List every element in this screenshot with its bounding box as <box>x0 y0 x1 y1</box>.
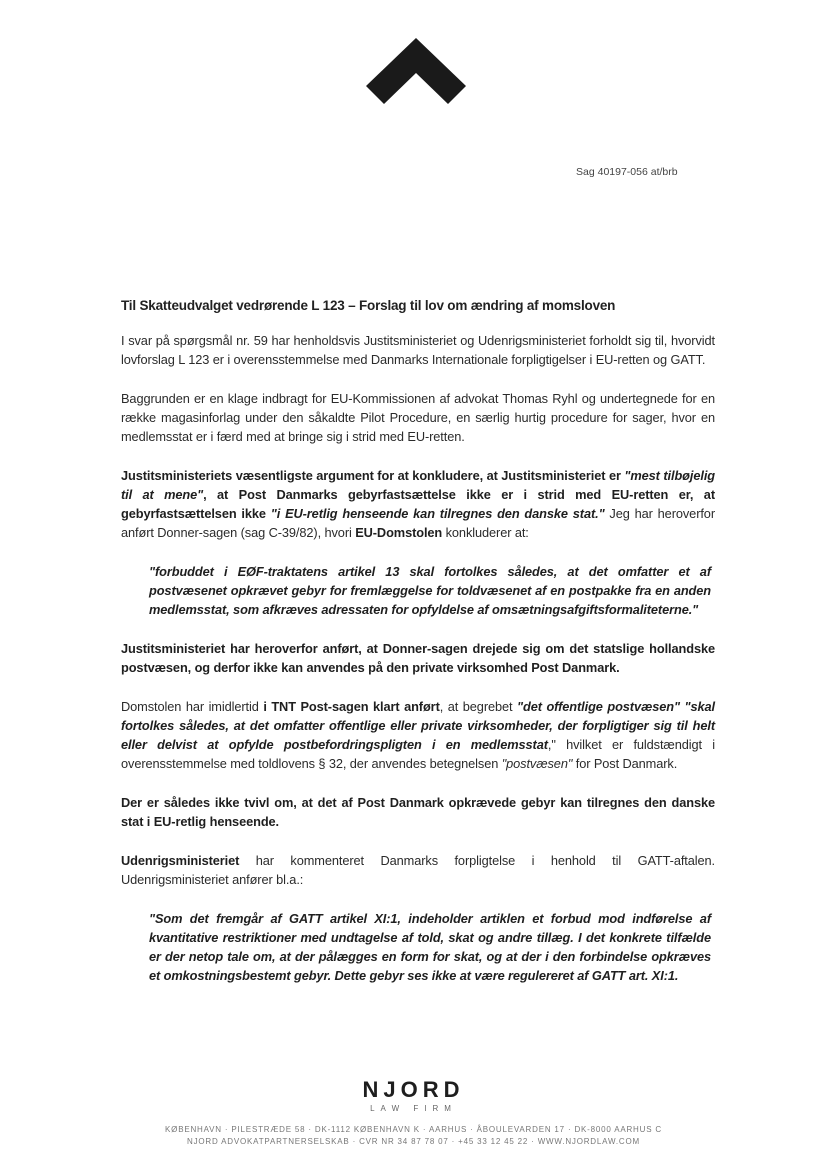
p3-quote: "i EU-retlig henseende kan tilregnes den danske stat." <box>270 506 605 521</box>
quote-block-2: "Som det fremgår af GATT artikel XI:1, indeholder artiklen et forbud mod indførelse af kvantitative restriktioner med undtagelse af told, skat og andre tillæg. I det konkrete tilfælde er der netop tale om, at der pålægges en form for skat, og at der i den forbindelse opkræves et omkostningsbestemt gebyr. Dette gebyr ses ikke at være regulereret af GATT art. XI:1. <box>149 911 711 983</box>
footer-address: KØBENHAVN · PILESTRÆDE 58 · DK-1112 KØBENHAVN K · AARHUS · ÅBOULEVARDEN 17 · DK-8000 AARHUS C <box>165 1125 662 1134</box>
p3-text: Justitsministeriets væsentligste argument for at konkludere, at Justitsministeriet er <box>121 468 625 483</box>
paragraph-7 <box>121 851 715 889</box>
letter-body <box>121 298 715 1005</box>
brand-tagline: LAW FIRM <box>370 1104 457 1113</box>
p7-text: har kommenteret Danmarks forpligtelse i henhold til GATT-aftalen. Udenrigsministeriet anfører bl.a.: <box>121 853 715 887</box>
p3-text: Jeg har heroverfor anført Donner-sagen (sag C-39/82), hvori <box>121 506 715 540</box>
p5-text: , at begrebet <box>439 699 518 714</box>
footer-company-info: NJORD ADVOKATPARTNERSELSKAB · CVR NR 34 87 78 07 · +45 33 12 45 22 · WWW.NJORDLAW.COM <box>187 1137 640 1146</box>
paragraph-2: Baggrunden er en klage indbragt for EU-Kommissionen af advokat Thomas Ryhl og undertegnede for en række magasinforlag under den såkaldte Pilot Procedure, en særlig hurtig procedure for sager, hvor en medlemsstat er i færd med at bringe sig i strid med EU-retten. <box>121 391 715 444</box>
p3-quote: "mest tilbøjelig til at mene" <box>121 468 715 502</box>
p3-text: konkluderer at: <box>442 525 529 540</box>
paragraph-6: Der er således ikke tvivl om, at det af Post Danmark opkrævede gebyr kan tilregnes den danske stat i EU-retlig henseende. <box>121 795 715 829</box>
p5-text: ," hvilket er fuldstændigt i overensstemmelse med toldlovens § 32, der anvendes betegnelsen <box>121 737 715 771</box>
p5-term: "postvæsen" <box>501 756 573 771</box>
case-reference: Sag 40197-056 at/brb <box>576 166 678 178</box>
brand-name: NJORD <box>362 1077 465 1102</box>
logo-chevron-icon <box>366 38 466 108</box>
p5-text: for Post Danmark. <box>572 756 678 771</box>
p3-text: , at Post Danmarks gebyrfastsættelse ikke er i strid med EU-retten er, at gebyrfastsættelsen ikke <box>121 487 715 521</box>
letter-heading: Til Skatteudvalget vedrørende L 123 – Forslag til lov om ændring af momsloven <box>121 298 616 313</box>
quote-block-1: "forbuddet i EØF-traktatens artikel 13 skal fortolkes således, at det omfatter et af postvæsenet opkrævet gebyr for fremlæggelse for toldvæsenet af en postpakke fra en anden medlemsstat, som afkræves adressaten for opfyldelse af omsætningsafgiftsformaliteterne." <box>149 564 711 617</box>
paragraph-5 <box>121 697 715 773</box>
paragraph-3 <box>121 466 715 542</box>
p3-emphasis: EU-Domstolen <box>355 525 443 540</box>
paragraph-4: Justitsministeriet har heroverfor anført, at Donner-sagen drejede sig om det statslige hollandske postvæsen, og derfor ikke kan anvendes på den private virksomhed Post Danmark. <box>121 641 715 675</box>
paragraph-1: I svar på spørgsmål nr. 59 har henholdsvis Justitsministeriet og Udenrigsministeriet forholdt sig til, hvorvidt lovforslag L 123 er i overensstemmelse med Danmarks Internationale forpligtigelser i EU-retten og GATT. <box>121 333 715 367</box>
footer <box>0 1078 827 1146</box>
p5-quote: "det offentlige postvæsen" "skal fortolkes således, at det omfatter offentlige eller private virksomheder, der forpligtiger sig til helt eller delvist at opfylde postbefordringspligten i en medlemsstat <box>121 699 716 752</box>
p7-emphasis: Udenrigsministeriet <box>121 853 240 868</box>
p5-text: Domstolen har imidlertid <box>121 699 264 714</box>
p5-emphasis: i TNT Post-sagen klart anført <box>263 699 440 714</box>
